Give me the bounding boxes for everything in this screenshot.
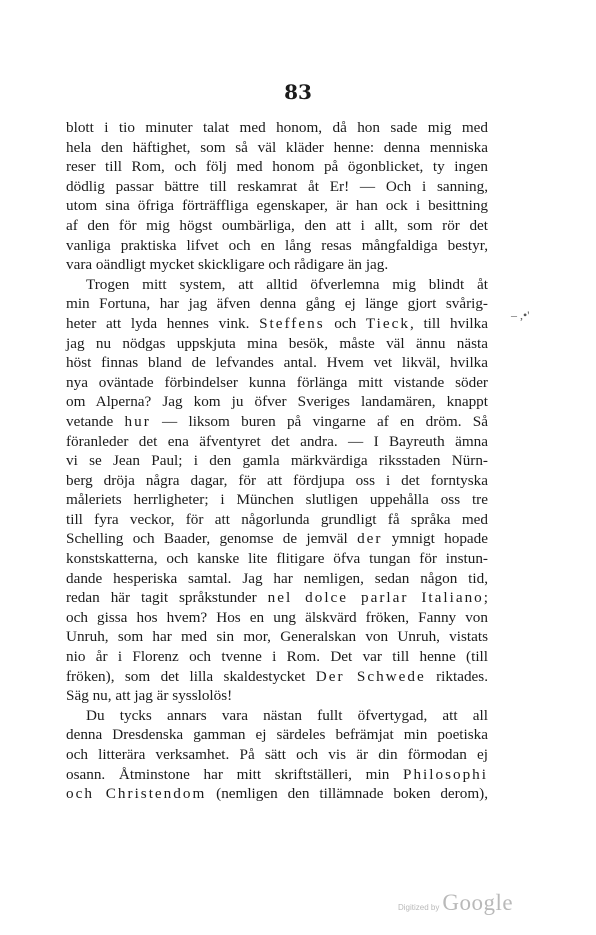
spaced-text: hur bbox=[124, 412, 151, 430]
body-text bbox=[66, 118, 488, 804]
text-line bbox=[66, 157, 488, 177]
text-segment: och litterära verksamhet. På sätt och vis är din förmodan ej bbox=[66, 746, 488, 763]
spaced-text: nel dolce parlar Italiano bbox=[267, 589, 484, 607]
text-segment: heter att lyda hennes vink. bbox=[66, 314, 260, 332]
text-segment: blott i tio minuter talat med honom, då hon sade mig med bbox=[66, 119, 488, 136]
text-line bbox=[66, 706, 488, 726]
text-segment: osann. Åtminstone har mitt skriftställeri, min bbox=[66, 765, 403, 783]
text-line bbox=[66, 627, 488, 647]
text-line bbox=[66, 745, 488, 765]
text-line bbox=[66, 392, 488, 412]
text-segment: och gissa hos hvem? Hos en ung älskvärd fröken, Fanny von bbox=[66, 608, 488, 626]
text-segment: min Fortuna, har jag äfven denna gång ej länge gjort svårig- bbox=[66, 295, 488, 313]
spaced-text: Steffens bbox=[259, 314, 325, 332]
text-segment: och bbox=[324, 314, 366, 332]
text-segment: dödlig passar bättre till reskamrat åt Er! — Och i sanning, bbox=[66, 177, 488, 195]
text-segment: vi se Jean Paul; i den gamla märkvärdiga riksstaden Nürn- bbox=[66, 452, 488, 470]
text-line bbox=[66, 686, 488, 706]
text-segment: Unruh, som har med sin mor, Generalskan von Unruh, vistats bbox=[66, 628, 488, 646]
text-line bbox=[66, 294, 488, 314]
google-watermark bbox=[398, 890, 513, 916]
text-line bbox=[66, 138, 488, 158]
text-line bbox=[66, 471, 488, 491]
text-line bbox=[66, 549, 488, 569]
text-segment: berg dröja några dagar, för att fördjupa oss i det forntyska bbox=[66, 471, 488, 489]
digitized-by-label: Digitized by bbox=[398, 903, 440, 912]
text-segment: Trogen mitt system, att alltid öfverlemna mig blindt åt bbox=[86, 275, 488, 293]
text-line bbox=[66, 314, 488, 334]
text-segment: föranleder det ena äfventyret det andra. — I Bayreuth ämna bbox=[66, 432, 488, 450]
text-segment: reser till Rom, och följ med honom på ögonblicket, ty ingen bbox=[66, 158, 488, 176]
text-segment: Säg nu, att jag är sysslolös! bbox=[66, 687, 233, 705]
text-line bbox=[66, 118, 488, 138]
text-segment: jag nu nödgas uppskjuta mina besök, måste väl ännu nästa bbox=[66, 334, 488, 352]
text-line bbox=[66, 432, 488, 452]
text-segment: nya oväntade förbindelser kunna förlänga mitt vistande söder bbox=[66, 373, 488, 391]
text-segment: (nemligen den tillämnade boken derom), bbox=[206, 785, 488, 803]
text-line bbox=[66, 216, 488, 236]
text-line bbox=[66, 667, 488, 687]
text-line bbox=[66, 451, 488, 471]
text-segment: om Alperna? Jag kom ju öfver Sveriges landamären, knappt bbox=[66, 393, 488, 411]
text-segment: vetande bbox=[66, 412, 125, 430]
spaced-text: der bbox=[357, 530, 383, 548]
text-line bbox=[66, 529, 488, 549]
text-line bbox=[66, 334, 488, 354]
page-number: 83 bbox=[284, 80, 312, 104]
text-segment: — liksom buren på vingarne af en dröm. Så bbox=[150, 412, 488, 430]
text-line bbox=[66, 647, 488, 667]
text-segment: vara oändligt mycket skickligare och rådigare än jag. bbox=[66, 256, 389, 274]
text-segment: dande hesperiska samtal. Jag har nemligen, sedan någon tid, bbox=[66, 569, 488, 587]
text-line bbox=[66, 412, 488, 432]
spaced-text: Philosophi bbox=[403, 765, 488, 783]
text-segment: redan här tagit språkstunder bbox=[66, 589, 268, 607]
text-segment: , till hvilka bbox=[409, 314, 488, 332]
text-segment: ymnigt hopade bbox=[382, 530, 488, 548]
google-logo-text: Google bbox=[442, 890, 514, 915]
text-segment: fröken), som det lilla skaldestycket bbox=[66, 667, 316, 685]
text-line bbox=[66, 196, 488, 216]
text-segment: riktades. bbox=[425, 667, 488, 685]
text-segment: af den för mig högst oumbärliga, den att i allt, som rör det bbox=[66, 216, 488, 234]
text-segment: konstskatterna, och kanske lite flitigare öfva tungan för instun- bbox=[66, 550, 488, 568]
text-segment: vanliga praktiska lifvet och en lång resas mångfaldiga bestyr, bbox=[66, 236, 488, 254]
text-line bbox=[66, 255, 488, 275]
text-line bbox=[66, 588, 488, 608]
text-line bbox=[66, 608, 488, 628]
text-line bbox=[66, 177, 488, 197]
text-segment: utom sina öfriga förträffliga egenskaper, är han ock i besittning bbox=[66, 197, 488, 215]
text-segment: Schelling och Baader, genomse de jemväl bbox=[66, 530, 358, 548]
text-line bbox=[66, 275, 488, 295]
spaced-text: Der Schwede bbox=[315, 667, 426, 685]
text-segment: måleriets herrligheter; i München slutligen uppehålla oss tre bbox=[66, 491, 488, 509]
text-line bbox=[66, 353, 488, 373]
text-line bbox=[66, 236, 488, 256]
text-line bbox=[66, 490, 488, 510]
text-segment: Du tycks annars vara nästan fullt öfvertygad, att all bbox=[86, 706, 488, 724]
text-segment: till fyra veckor, för att någorlunda grundligt få språka med bbox=[66, 510, 488, 528]
text-line bbox=[66, 373, 488, 393]
text-line bbox=[66, 784, 488, 804]
text-line bbox=[66, 725, 488, 745]
spaced-text: Tieck bbox=[365, 314, 410, 332]
text-segment: denna Dresdenska gamman ej särdeles befrämjat min poetiska bbox=[66, 726, 488, 744]
text-segment: höst finnas bland de lefvandes antal. Hvem vet likväl, hvilka bbox=[66, 354, 488, 372]
margin-mark: – ,•' bbox=[511, 308, 530, 322]
text-line bbox=[66, 569, 488, 589]
text-segment: ; bbox=[483, 589, 488, 607]
text-line bbox=[66, 765, 488, 785]
text-segment: nio år i Florenz och tvenne i Rom. Det var till henne (till bbox=[66, 648, 488, 666]
spaced-text: och Christendom bbox=[66, 785, 207, 803]
text-line bbox=[66, 510, 488, 530]
text-segment: hela den häftighet, som så väl kläder henne: denna menniska bbox=[66, 138, 488, 156]
